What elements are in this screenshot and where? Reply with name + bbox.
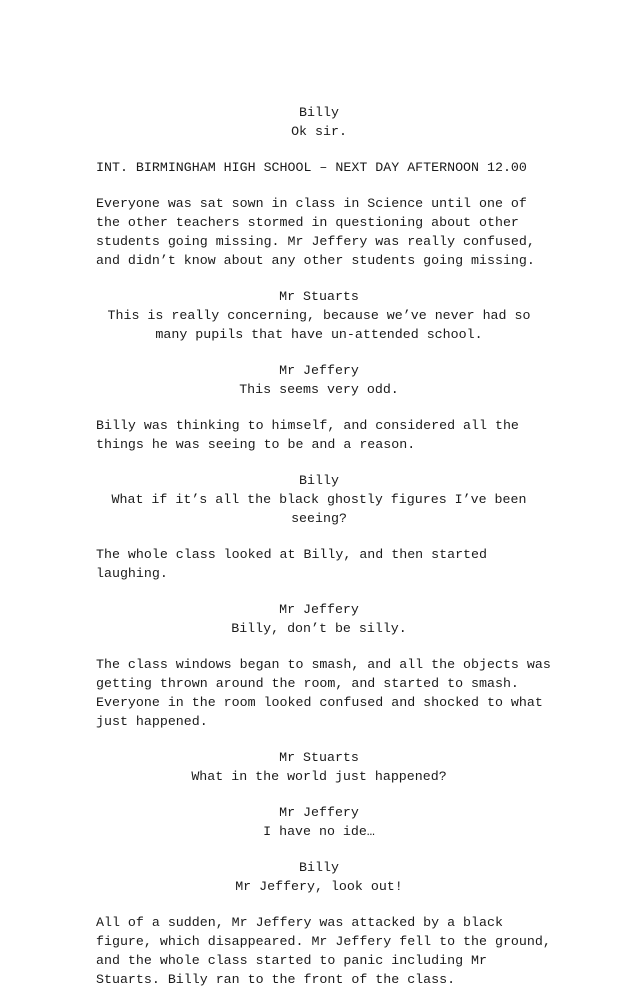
- action-line: things he was seeing to be and a reason.: [96, 437, 416, 452]
- dialogue-line: What in the world just happened?: [191, 769, 447, 784]
- character-name: Billy: [299, 860, 339, 875]
- action-line: students going missing. Mr Jeffery was really confused,: [96, 234, 535, 249]
- dialogue-line: What if it’s all the black ghostly figures I’ve been: [111, 492, 527, 507]
- character-name: Mr Stuarts: [279, 289, 359, 304]
- action-line: Stuarts. Billy ran to the front of the class.: [96, 972, 456, 987]
- dialogue-line: Billy, don’t be silly.: [231, 621, 407, 636]
- action-line: Everyone was sat sown in class in Science until one of: [96, 196, 527, 211]
- dialogue-line: Mr Jeffery, look out!: [235, 879, 403, 894]
- action-line: laughing.: [96, 566, 168, 581]
- dialogue-line: many pupils that have un-attended school.: [155, 327, 483, 342]
- dialogue-line: I have no ide…: [263, 824, 375, 839]
- character-name: Mr Jeffery: [279, 363, 359, 378]
- action-line: and didn’t know about any other students going missing.: [96, 253, 535, 268]
- character-name: Mr Jeffery: [279, 602, 359, 617]
- dialogue-line: Ok sir.: [291, 124, 347, 139]
- action-line: just happened.: [96, 714, 208, 729]
- action-line: getting thrown around the room, and started to smash.: [96, 676, 519, 691]
- character-name: Billy: [299, 105, 339, 120]
- action-line: The whole class looked at Billy, and then started: [96, 547, 487, 562]
- dialogue-line: seeing?: [291, 511, 347, 526]
- action-line: and the whole class started to panic including Mr: [96, 953, 487, 968]
- action-line: the other teachers stormed in questioning about other: [96, 215, 519, 230]
- scene-heading: INT. BIRMINGHAM HIGH SCHOOL – NEXT DAY AFTERNOON 12.00: [96, 160, 527, 175]
- dialogue-line: This seems very odd.: [239, 382, 399, 397]
- dialogue-line: This is really concerning, because we’ve never had so: [107, 308, 531, 323]
- action-line: The class windows began to smash, and all the objects was: [96, 657, 551, 672]
- character-name: Mr Stuarts: [279, 750, 359, 765]
- action-line: figure, which disappeared. Mr Jeffery fell to the ground,: [96, 934, 551, 949]
- action-line: All of a sudden, Mr Jeffery was attacked by a black: [96, 915, 503, 930]
- character-name: Billy: [299, 473, 339, 488]
- action-line: Everyone in the room looked confused and shocked to what: [96, 695, 543, 710]
- action-line: Billy was thinking to himself, and considered all the: [96, 418, 519, 433]
- character-name: Mr Jeffery: [279, 805, 359, 820]
